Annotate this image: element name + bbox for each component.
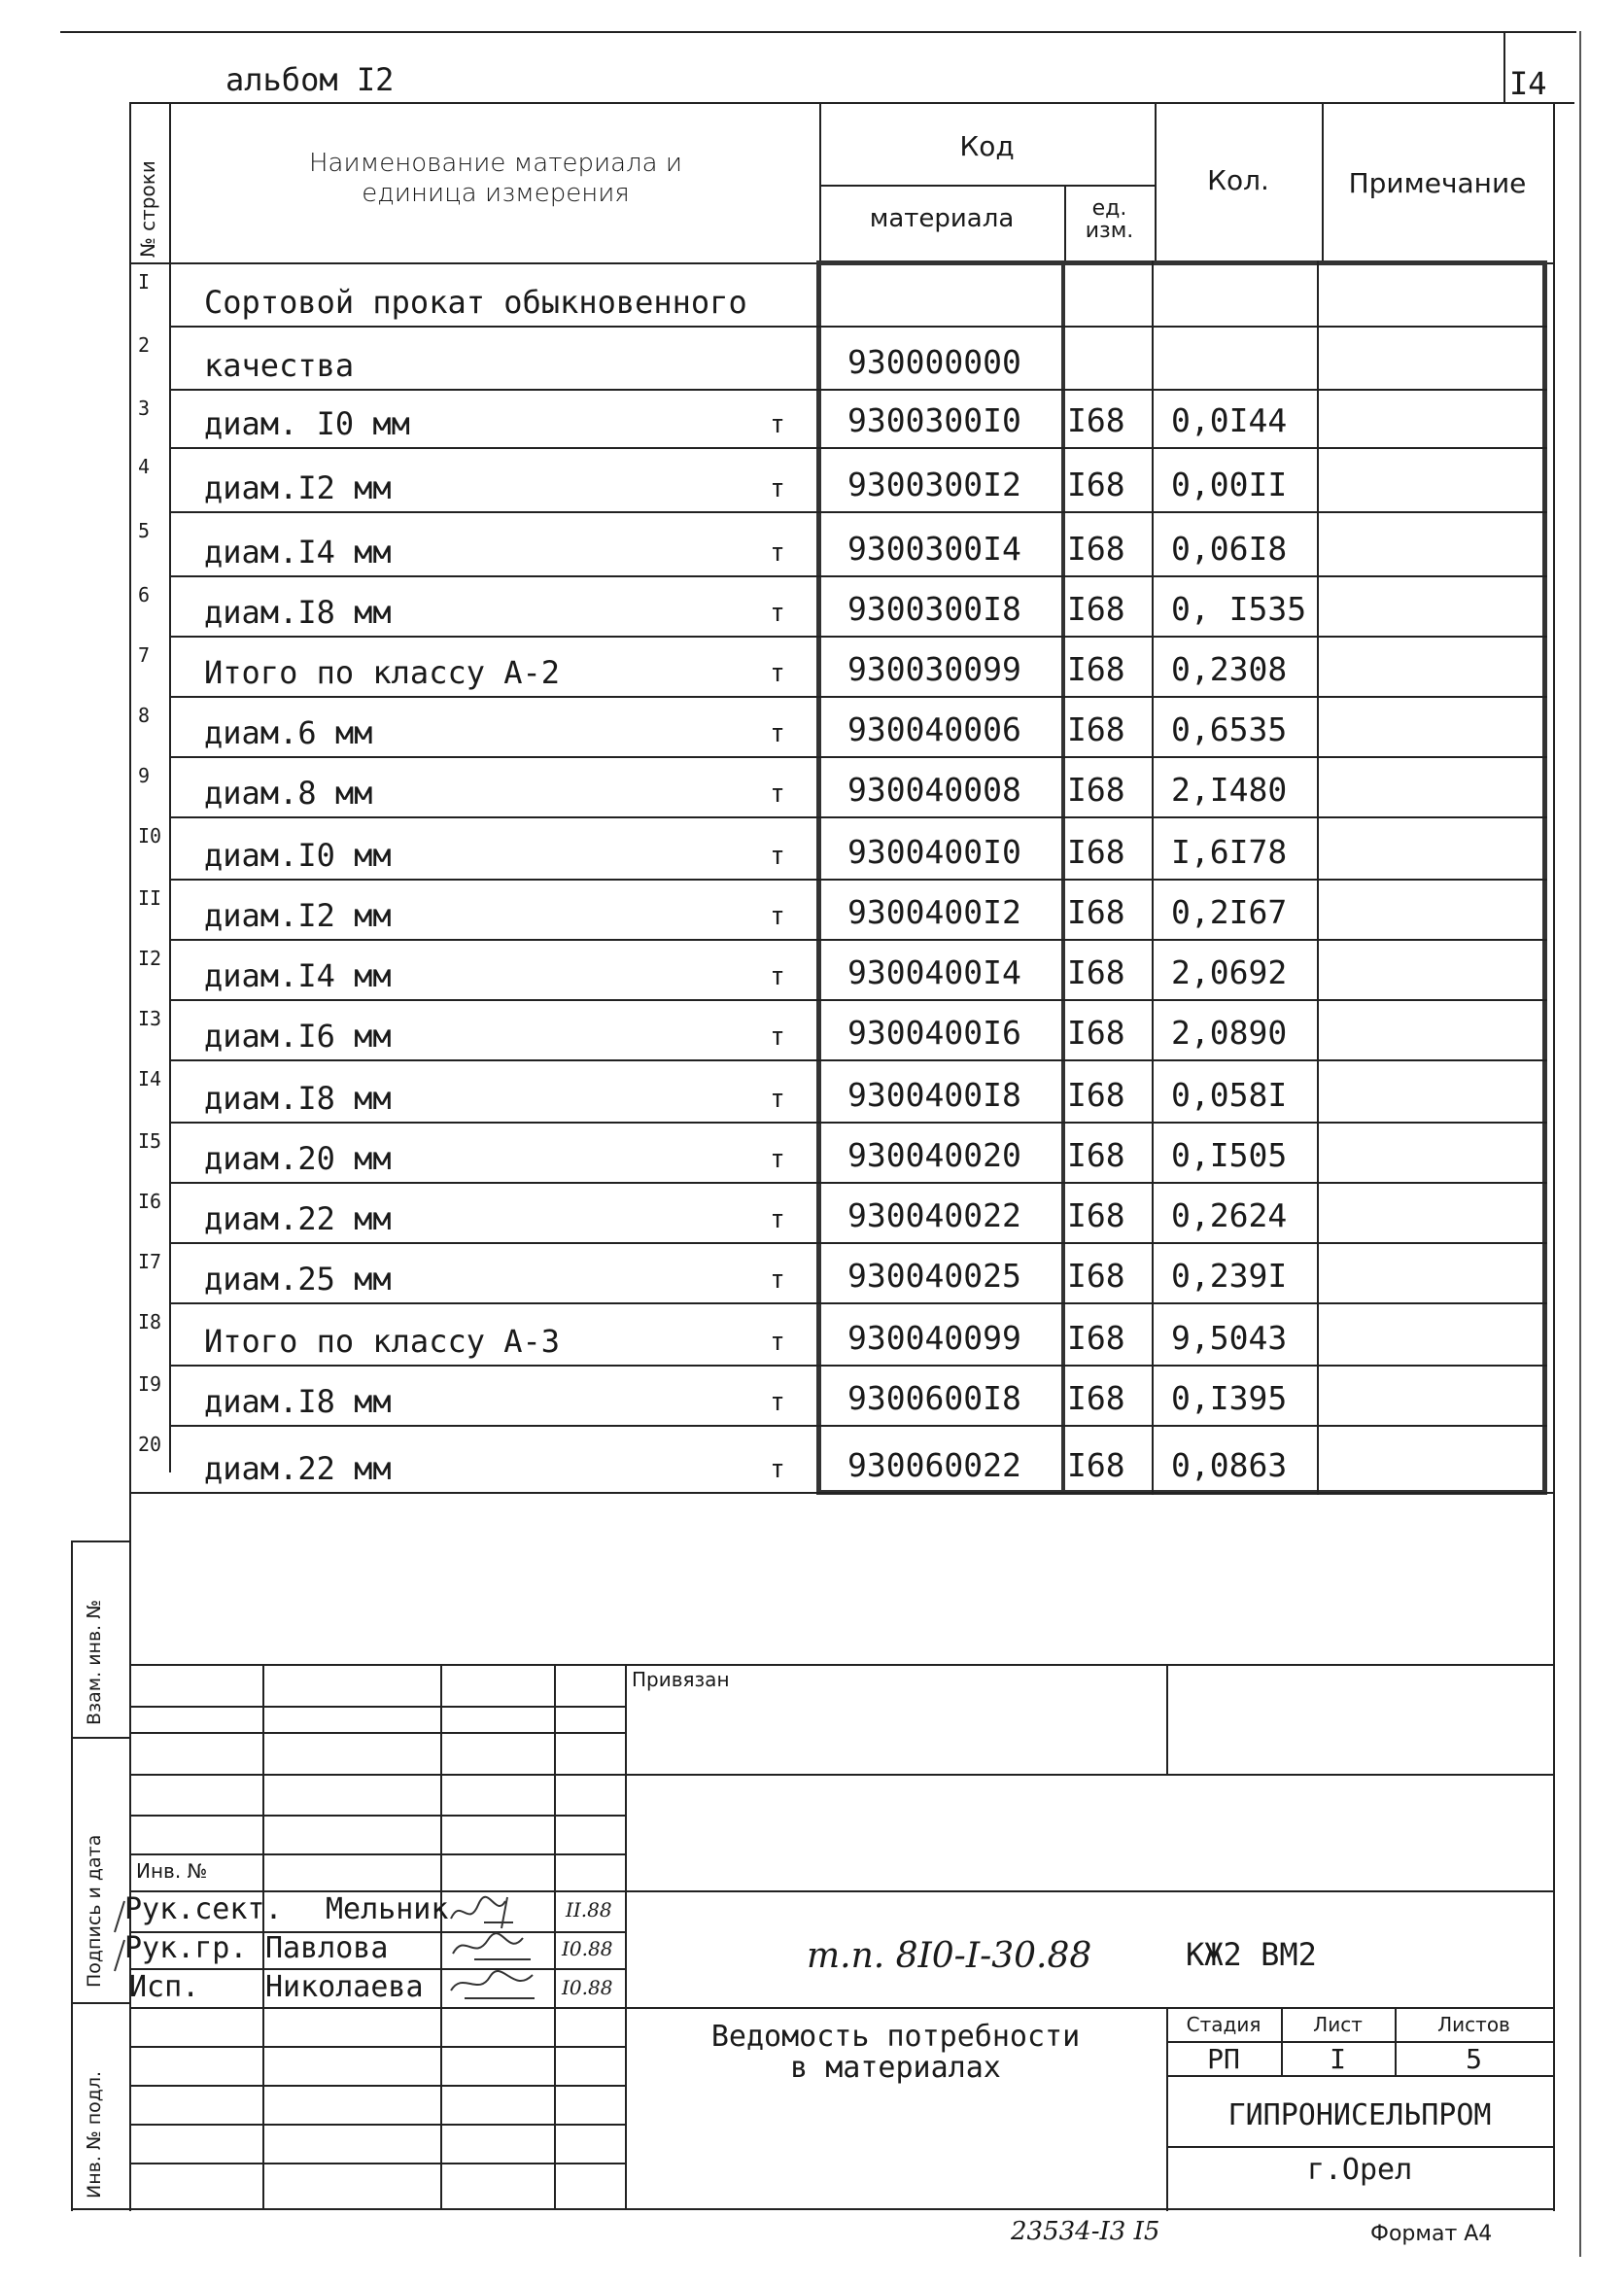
- row-code: 930040006: [847, 710, 1021, 748]
- row-divider: [169, 447, 1547, 449]
- row-divider: [169, 1425, 1547, 1427]
- table-end-line: [129, 1492, 1553, 1494]
- header-code-material: материала: [869, 204, 1015, 233]
- stamp-title: Ведомость потребности в материалах: [710, 2020, 1081, 2085]
- side-label-inv-podl: Инв. № подл.: [84, 2070, 105, 2198]
- data-col-line-qty: [1152, 260, 1154, 1495]
- row-unit-code: I68: [1067, 893, 1125, 931]
- stamp-line-12: [129, 2085, 625, 2087]
- header-bottom-line: [129, 102, 1574, 104]
- data-frame-right: [1542, 260, 1547, 1495]
- row-qty: 0,06I8: [1171, 530, 1288, 568]
- stamp-name-1: Мельник: [326, 1892, 449, 1926]
- row-number: 9: [138, 764, 151, 787]
- row-number: 6: [138, 583, 151, 606]
- row-name: диам.I0 мм: [204, 837, 392, 874]
- row-name: диам.I6 мм: [204, 1018, 392, 1055]
- row-divider: [169, 939, 1547, 941]
- stamp-line-10: [129, 2007, 1553, 2009]
- row-code: 9300400I2: [847, 893, 1021, 931]
- row-name: диам.I8 мм: [204, 1080, 392, 1117]
- row-name: диам.25 мм: [204, 1261, 392, 1298]
- col-line-code-head: [819, 102, 821, 262]
- stamp-role-3: Исп.: [129, 1970, 200, 2004]
- footer-number: 23534-I3 I5: [1011, 2217, 1160, 2246]
- row-name: диам.I4 мм: [204, 957, 392, 994]
- row-unit: т: [770, 659, 785, 688]
- stamp-name-2: Павлова: [265, 1931, 389, 1965]
- stamp-vline-name: [262, 1664, 264, 2208]
- row-number: I6: [138, 1190, 162, 1213]
- row-qty: 2,0692: [1171, 953, 1288, 991]
- stamp-vline-privyazan: [1166, 1664, 1168, 1774]
- row-number: I5: [138, 1129, 162, 1153]
- row-unit-code: I68: [1067, 1136, 1125, 1174]
- row-divider: [169, 756, 1547, 758]
- row-qty: 0,239I: [1171, 1257, 1288, 1295]
- row-qty: 0,I505: [1171, 1136, 1288, 1174]
- row-unit-code: I68: [1067, 1257, 1125, 1295]
- header-qty: Кол.: [1207, 164, 1269, 196]
- col-line-rownum: [169, 102, 171, 1472]
- row-code: 9300300I8: [847, 590, 1021, 628]
- side-label-vzam: Взам. инв. №: [84, 1599, 105, 1725]
- row-qty: 0,00II: [1171, 466, 1288, 503]
- side-strip-top: [71, 1541, 129, 1542]
- row-qty: 2,I480: [1171, 771, 1288, 809]
- row-unit: т: [770, 1085, 785, 1114]
- row-code: 930040008: [847, 771, 1021, 809]
- row-divider: [169, 879, 1547, 881]
- stamp-city: г.Орел: [1306, 2153, 1413, 2187]
- row-code: 9300300I2: [847, 466, 1021, 503]
- stamp-doc-mark: КЖ2 ВМ2: [1186, 1936, 1317, 1973]
- stamp-line-1: [129, 1664, 1553, 1666]
- row-unit-code: I68: [1067, 1196, 1125, 1234]
- stamp-line-5: [129, 1815, 625, 1817]
- row-name: диам.I4 мм: [204, 534, 392, 571]
- row-number: I: [138, 270, 151, 294]
- stamp-name-3: Николаева: [265, 1970, 424, 2004]
- row-unit-code: I68: [1067, 466, 1125, 503]
- side-strip-div2: [71, 2002, 129, 2004]
- signatures-icon: [445, 1893, 552, 2010]
- stamp-vline-sign: [440, 1664, 442, 2208]
- stamp-vline-date: [554, 1664, 556, 2208]
- header-note: Примечание: [1348, 167, 1527, 199]
- stamp-sheets-label: Листов: [1437, 2013, 1510, 2036]
- row-name: диам.I2 мм: [204, 469, 392, 506]
- row-code: 9300600I8: [847, 1379, 1021, 1417]
- stamp-line-2: [129, 1706, 625, 1708]
- row-name: диам.I8 мм: [204, 594, 392, 631]
- footer-format: Формат А4: [1370, 2222, 1493, 2246]
- row-number: 8: [138, 704, 151, 727]
- stamp-sheets: 5: [1466, 2043, 1482, 2075]
- row-code: 9300300I4: [847, 530, 1021, 568]
- row-divider: [169, 1365, 1547, 1367]
- row-unit: т: [770, 1455, 785, 1484]
- row-number: 2: [138, 333, 151, 357]
- row-qty: 2,0890: [1171, 1014, 1288, 1052]
- data-col-line-unit: [1061, 260, 1065, 1495]
- frame-right-line: [1553, 102, 1555, 2211]
- row-name: диам.22 мм: [204, 1200, 392, 1237]
- stamp-role-2: Рук.гр.: [124, 1931, 248, 1965]
- stamp-line-4: [129, 1774, 1553, 1776]
- album-label: альбом I2: [225, 61, 395, 98]
- row-name: диам.8 мм: [204, 775, 373, 812]
- row-code: 9300400I8: [847, 1076, 1021, 1114]
- row-name: качества: [204, 347, 355, 384]
- row-name: диам.22 мм: [204, 1450, 392, 1487]
- row-qty: 0,2624: [1171, 1196, 1288, 1234]
- row-unit: т: [770, 902, 785, 931]
- row-code: 930040099: [847, 1319, 1021, 1357]
- margin-marks-icon: [109, 1897, 126, 1985]
- row-qty: 0,I395: [1171, 1379, 1288, 1417]
- row-unit: т: [770, 962, 785, 991]
- row-unit-code: I68: [1067, 771, 1125, 809]
- stamp-sheet: I: [1330, 2043, 1346, 2075]
- row-unit: т: [770, 1145, 785, 1174]
- row-unit: т: [770, 1328, 785, 1357]
- row-unit: т: [770, 538, 785, 568]
- row-name: Итого по классу А-3: [204, 1323, 561, 1360]
- stamp-stage: РП: [1207, 2043, 1240, 2075]
- row-qty: 0,2I67: [1171, 893, 1288, 931]
- row-unit: т: [770, 599, 785, 628]
- row-unit-code: I68: [1067, 1446, 1125, 1484]
- row-qty: 0,0863: [1171, 1446, 1288, 1484]
- row-code: 9300400I4: [847, 953, 1021, 991]
- row-unit-code: I68: [1067, 650, 1125, 688]
- header-name: Наименование материала и единица измерения: [309, 149, 682, 209]
- stamp-stage-label: Стадия: [1186, 2013, 1261, 2036]
- row-code: 9300400I6: [847, 1014, 1021, 1052]
- row-unit-code: I68: [1067, 1319, 1125, 1357]
- row-unit-code: I68: [1067, 1014, 1125, 1052]
- page-number: I4: [1509, 65, 1547, 102]
- row-qty: 9,5043: [1171, 1319, 1288, 1357]
- row-code: 930040022: [847, 1196, 1021, 1234]
- row-code: 9300400I0: [847, 833, 1021, 871]
- header-code-unit: ед. изм.: [1085, 196, 1134, 244]
- row-unit: т: [770, 779, 785, 809]
- row-number: 4: [138, 455, 151, 478]
- stamp-line-3: [129, 1732, 625, 1734]
- row-divider: [169, 1182, 1547, 1184]
- row-unit-code: I68: [1067, 530, 1125, 568]
- row-divider: [169, 326, 1547, 328]
- row-unit: т: [770, 1265, 785, 1295]
- row-unit-code: I68: [1067, 833, 1125, 871]
- row-qty: 0, I535: [1171, 590, 1307, 628]
- row-qty: 0,6535: [1171, 710, 1288, 748]
- row-divider: [169, 575, 1547, 577]
- row-unit-code: I68: [1067, 590, 1125, 628]
- row-number: I7: [138, 1250, 162, 1273]
- stamp-privyazan: Привязан: [632, 1668, 730, 1691]
- row-code: 930040025: [847, 1257, 1021, 1295]
- row-divider: [169, 511, 1547, 513]
- stamp-inv-no: Инв. №: [136, 1859, 208, 1883]
- row-unit-code: I68: [1067, 401, 1125, 439]
- row-unit: т: [770, 474, 785, 503]
- row-divider: [169, 999, 1547, 1001]
- row-qty: I,6I78: [1171, 833, 1288, 871]
- row-number: I2: [138, 947, 162, 970]
- row-divider: [169, 816, 1547, 818]
- row-number: I4: [138, 1067, 162, 1091]
- row-unit: т: [770, 719, 785, 748]
- side-strip-outer: [71, 1541, 73, 2211]
- data-col-line-note: [1317, 260, 1319, 1495]
- edge-line: [1579, 31, 1581, 2257]
- stamp-vline-main: [625, 1664, 627, 2208]
- stamp-line-14: [129, 2163, 625, 2164]
- stamp-line-11: [129, 2046, 625, 2048]
- row-code: 9300300I0: [847, 401, 1021, 439]
- row-number: I3: [138, 1007, 162, 1030]
- side-label-podpis: Подпись и дата: [84, 1834, 105, 1988]
- stamp-stage-bottom: [1166, 2075, 1553, 2077]
- row-code: 930000000: [847, 343, 1021, 381]
- stamp-org-mid: [1166, 2146, 1553, 2148]
- row-number: I8: [138, 1310, 162, 1333]
- row-unit: т: [770, 1205, 785, 1234]
- row-number: 7: [138, 643, 151, 667]
- stamp-date-1: II.88: [566, 1898, 612, 1921]
- row-qty: 0,0I44: [1171, 401, 1288, 439]
- code-subhead-line: [819, 185, 1155, 187]
- stamp-line-13: [129, 2124, 625, 2126]
- row-unit-code: I68: [1067, 710, 1125, 748]
- row-unit-code: I68: [1067, 1379, 1125, 1417]
- row-number: 5: [138, 519, 151, 542]
- row-unit: т: [770, 1022, 785, 1052]
- row-name: диам.6 мм: [204, 714, 373, 751]
- row-name: диам.I2 мм: [204, 897, 392, 934]
- row-code: 930060022: [847, 1446, 1021, 1484]
- row-name: Итого по классу А-2: [204, 654, 561, 691]
- header-code: Код: [959, 130, 1015, 162]
- row-code: 930040020: [847, 1136, 1021, 1174]
- stamp-line-6: [129, 1853, 625, 1855]
- row-unit: т: [770, 410, 785, 439]
- frame-top-line: [60, 31, 1576, 33]
- row-divider: [169, 1242, 1547, 1244]
- row-name: диам. I0 мм: [204, 405, 410, 442]
- row-name: Сортовой прокат обыкновенного: [204, 284, 747, 321]
- stamp-role-1: Рук.сект.: [124, 1892, 283, 1926]
- row-divider: [169, 1122, 1547, 1124]
- row-code: 930030099: [847, 650, 1021, 688]
- row-name: диам.I8 мм: [204, 1383, 392, 1420]
- row-unit: т: [770, 842, 785, 871]
- row-number: 3: [138, 397, 151, 420]
- stamp-doc-code: т.п. 8I0-I-30.88: [807, 1936, 1092, 1976]
- stamp-sheet-label: Лист: [1313, 2013, 1363, 2036]
- row-number: I0: [138, 824, 162, 848]
- stamp-date-3: I0.88: [562, 1976, 613, 1999]
- stamp-org: ГИПРОНИСЕЛЬПРОМ: [1227, 2098, 1492, 2132]
- row-unit-code: I68: [1067, 953, 1125, 991]
- row-qty: 0,058I: [1171, 1076, 1288, 1114]
- row-divider: [169, 1059, 1547, 1061]
- row-number: I9: [138, 1372, 162, 1396]
- row-name: диам.20 мм: [204, 1140, 392, 1177]
- row-unit: т: [770, 1388, 785, 1417]
- row-number: 20: [138, 1433, 162, 1456]
- header-row-number: № строки: [136, 160, 159, 258]
- frame-bottom-line: [71, 2208, 1555, 2210]
- data-frame-left: [816, 260, 821, 1495]
- row-divider: [169, 636, 1547, 638]
- row-divider: [169, 696, 1547, 698]
- page-box-line: [1503, 31, 1505, 104]
- data-frame-top: [816, 260, 1547, 265]
- row-number: II: [138, 886, 162, 910]
- row-qty: 0,2308: [1171, 650, 1288, 688]
- row-unit-code: I68: [1067, 1076, 1125, 1114]
- row-divider: [169, 389, 1547, 391]
- stamp-date-2: I0.88: [562, 1937, 613, 1960]
- side-strip-div1: [71, 1737, 129, 1739]
- row-divider: [169, 1302, 1547, 1304]
